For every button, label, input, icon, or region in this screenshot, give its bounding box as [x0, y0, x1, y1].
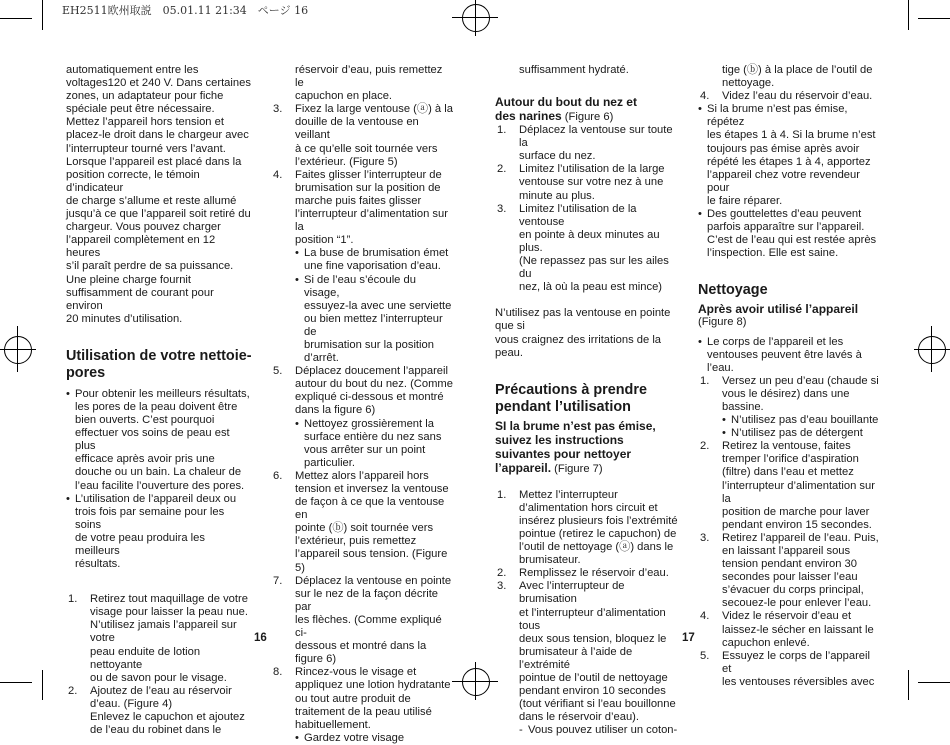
- numbered-step: [495, 203, 678, 295]
- mist-heading-line1: SI la brume n’est pas émise,: [495, 418, 656, 433]
- mist-heading-line3: suivantes pour nettoyer: [495, 446, 632, 461]
- step-line: peau enduite de lotion nettoyante: [90, 645, 201, 671]
- clean-step-1-subs: [698, 414, 880, 440]
- bullet-line: l’eau facilite l’ouverture des pores.: [75, 479, 245, 492]
- step-number: 1.: [497, 124, 507, 137]
- print-header: EH2511欧州取説 05.01.11 21:34 ページ 16: [62, 4, 309, 17]
- bullet-line: efficace après avoir pris une: [75, 453, 215, 466]
- step-line: expliqué ci-dessous et montré: [295, 391, 444, 404]
- step-line: dessous et montré dans la: [295, 640, 427, 653]
- dash-bullet: -: [519, 724, 523, 737]
- bullet-line: effectuer vos soins de peau est plus: [75, 427, 230, 453]
- nose-steps: [495, 124, 678, 294]
- mist-bullets: [698, 103, 880, 260]
- step-line: Videz l’eau du réservoir d’eau.: [722, 90, 873, 103]
- bullet-dot: •: [295, 247, 299, 260]
- step-line: brumisation sur la position de: [295, 181, 441, 194]
- step-line: tremper l’orifice d’aspiration: [722, 453, 859, 466]
- step-4: [271, 169, 453, 248]
- step-line: douille de la ventouse en veillant: [295, 116, 419, 142]
- dash-text: Vous pouvez utiliser un coton-: [528, 724, 678, 737]
- step-line: en laissant l’appareil sous: [722, 545, 851, 557]
- bullet-item: [271, 732, 453, 745]
- text-line: placez-le droit dans le chargeur avec: [66, 129, 249, 142]
- numbered-step: [495, 124, 678, 163]
- bullet-line: Si la brume n’est pas émise, répétez: [707, 103, 848, 129]
- bullet-line: les pores de la peau doivent être: [75, 400, 238, 413]
- step-number: 4.: [273, 168, 283, 181]
- step-line: vous le désirez) dans une bassine.: [722, 387, 850, 413]
- step-line: dans le réservoir d’eau).: [519, 711, 640, 724]
- step-number: 7.: [273, 574, 283, 587]
- step-line: Faites glisser l’interrupteur de: [295, 168, 442, 181]
- bullet-line: C’est de l’eau qui est restée après: [707, 234, 877, 247]
- step-line: les flèches. (Comme expliqué ci-: [295, 613, 442, 640]
- bullet-line: l’inspection. Elle est saine.: [707, 247, 839, 260]
- text-line: suffisamment de courant pour environ: [66, 286, 214, 312]
- step-line: s’évacuer du corps principal,: [722, 584, 864, 597]
- step-4-bullets: [271, 247, 453, 365]
- step-8: [271, 666, 453, 731]
- step-line: deux sous tension, bloquez le: [519, 632, 667, 645]
- column-4: [698, 64, 880, 689]
- step-line: Fixez la large ventouse (ⓐ) à la: [295, 103, 453, 116]
- bullet-line: brumisation sur la position: [304, 338, 434, 351]
- step-4-empty: [698, 90, 880, 103]
- bullet-dot: •: [66, 492, 70, 505]
- step-line: visage pour laisser la peau nue.: [90, 606, 248, 619]
- bullet-line: particulier.: [304, 456, 355, 469]
- bullet-line: Nettoyez grossièrement la: [304, 417, 434, 430]
- numbered-step: [698, 90, 880, 103]
- bullet-line: les étapes 1 à 4. Si la brume n’est: [707, 129, 876, 142]
- section-heading-precautions: [495, 382, 678, 416]
- bullet-line: l’appareil chez votre revendeur pour: [707, 168, 860, 194]
- step-line: ou de savon pour le visage.: [90, 671, 227, 684]
- bullet-line: le faire réparer.: [707, 194, 783, 207]
- clean-steps: [698, 440, 880, 689]
- bullet-line: bien ouverts. C’est pourquoi: [75, 414, 215, 427]
- step-line: l’interrupteur d’alimentation sur la: [722, 479, 875, 505]
- step-line: dans la figure 6): [295, 404, 376, 417]
- step-line: Déplacez la ventouse sur toute la: [519, 124, 673, 150]
- step-6: [271, 470, 453, 575]
- bullet-item: [66, 493, 252, 572]
- step-line: sur le nez de la façon décrite par: [295, 587, 439, 613]
- step-line: pendant environ 10 secondes: [519, 685, 666, 698]
- numbered-step: [495, 567, 678, 580]
- bullet-dot: •: [295, 731, 299, 744]
- step-number: 1.: [497, 488, 507, 501]
- step-8-bullets: [271, 732, 453, 745]
- numbered-step: [271, 169, 453, 248]
- step-number: 3.: [497, 202, 507, 215]
- bullet-item: [698, 208, 880, 260]
- step-number: 2.: [700, 440, 710, 453]
- text-line: l’interrupteur tourné vers l’avant.: [66, 142, 226, 155]
- step-number: 8.: [273, 666, 283, 679]
- section-heading-nose: [495, 95, 678, 124]
- text-line: tige (ⓑ) à la place de l’outil de: [722, 64, 873, 76]
- text-line: Une pleine charge fournit: [66, 273, 192, 286]
- text-line: réservoir d’eau, puis remettez le: [295, 64, 443, 90]
- step-line: Retirez la ventouse, faites: [722, 440, 851, 453]
- text-line: s’il paraît perdre de sa puissance.: [66, 260, 234, 273]
- step-line: de l’eau du robinet dans le: [90, 724, 222, 737]
- text-line: pores: [66, 364, 106, 381]
- step-line: (Ne repassez pas sur les ailes du: [519, 255, 669, 281]
- text-line: l’appareil complètement en 12 heures: [66, 234, 216, 260]
- bullet-line: L’utilisation de l’appareil deux ou: [75, 492, 237, 505]
- text-line: zones, un adaptateur pour fiche: [66, 90, 224, 103]
- step-line: d’alimentation hors circuit et: [519, 501, 658, 514]
- cotton-swab-note: [495, 724, 678, 737]
- section-heading-cleaning: Nettoyage: [698, 282, 768, 299]
- step-line: habituellement.: [295, 718, 371, 731]
- step-line: d’eau. (Figure 4): [90, 697, 173, 710]
- bullet-line: ventouses peuvent être lavés à l’eau.: [707, 348, 862, 374]
- step-line: marche puis faites glisser: [295, 194, 422, 207]
- text-line: N’utilisez pas la ventouse en pointe que si: [495, 307, 671, 333]
- numbered-step: [495, 580, 678, 724]
- step2-continued: [271, 64, 453, 103]
- step-line: secouez-le pour enlever l’eau.: [722, 597, 872, 610]
- column-3: [495, 64, 678, 737]
- step-line: ou tout autre produit de: [295, 692, 411, 705]
- text-line: 20 minutes d’utilisation.: [66, 312, 183, 325]
- step-line: tension et inversez la ventouse: [295, 483, 449, 495]
- step3-continued: [698, 64, 880, 90]
- column-2: [271, 64, 453, 745]
- text-line: de charge s’allume et reste allumé: [66, 194, 237, 207]
- numbered-step: [495, 163, 678, 202]
- subheading-after-use: Après avoir utilisé l’appareil: [698, 302, 859, 317]
- numbered-step: [271, 575, 453, 667]
- nose-heading-figure: (Figure 6): [561, 111, 614, 124]
- step-line: brumisateur à l’aide de l’extrémité: [519, 645, 633, 671]
- bullet-line: Des gouttelettes d’eau peuvent: [707, 208, 862, 221]
- bullet-dot: •: [295, 417, 299, 430]
- bullet-dot: •: [698, 103, 702, 116]
- bullet-line: vous arrêter sur un point: [304, 443, 426, 456]
- step-line: (tout vérifiant si l’eau bouillonne: [519, 698, 676, 711]
- bullet-dot: •: [722, 414, 726, 427]
- numbered-step: [271, 365, 453, 417]
- step-number: 5.: [273, 365, 283, 378]
- step-line: position “1”.: [295, 234, 354, 247]
- step-7: [271, 575, 453, 667]
- step-line: minute au plus.: [519, 189, 595, 202]
- intro-text: [66, 64, 252, 326]
- page-number-left: 16: [254, 632, 267, 644]
- text-line: nettoyage.: [722, 77, 775, 90]
- step-number: 3.: [273, 103, 283, 116]
- step-line: Mettez l’interrupteur: [519, 488, 618, 501]
- bullet-line: Le corps de l’appareil et les: [707, 335, 844, 348]
- numbered-step: [698, 375, 880, 414]
- section-heading-usage: [66, 348, 252, 382]
- bullet-line: Si de l’eau s’écoule du visage,: [304, 273, 416, 299]
- step8-continued: [495, 64, 678, 77]
- step-5: [271, 365, 453, 417]
- step-line: l’outil de nettoyage (ⓐ) dans le: [519, 541, 674, 554]
- bullet-line: douche ou un bain. La chaleur de: [75, 466, 242, 479]
- step-line: Versez un peu d’eau (chaude si: [722, 374, 879, 387]
- step-line: insérez plusieurs fois l’extrémité: [519, 514, 678, 527]
- bullet-line: N’utilisez pas de détergent: [731, 427, 863, 440]
- bullet-dot: •: [66, 387, 70, 400]
- step-number: 5.: [700, 649, 710, 662]
- text-line: suffisamment hydraté.: [519, 64, 629, 76]
- text-line: automatiquement entre les: [66, 64, 199, 76]
- step-line: Ajoutez de l’eau au réservoir: [90, 684, 232, 697]
- bullet-item: [698, 103, 880, 208]
- step-line: en pointe à deux minutes au plus.: [519, 228, 660, 254]
- step-number: 4.: [700, 610, 710, 623]
- step-line: à ce qu’elle soit tournée vers: [295, 142, 438, 155]
- column-1: [66, 64, 252, 737]
- step-line: Remplissez le réservoir d’eau.: [519, 567, 669, 580]
- text-line: Précautions à prendre: [495, 381, 647, 398]
- bullet-line: ou bien mettez l’interrupteur de: [304, 312, 443, 338]
- step-line: appliquez une lotion hydratante: [295, 679, 451, 692]
- numbered-step: [66, 593, 252, 685]
- bullet-item: [271, 418, 453, 470]
- text-line: jusqu’à ce que l’appareil soit retiré du: [66, 208, 251, 221]
- nose-heading-line2: des narines: [495, 109, 562, 124]
- step-number: 2.: [68, 684, 78, 697]
- bullet-dot: •: [698, 208, 702, 221]
- step-line: ventouse sur votre nez à une: [519, 176, 664, 189]
- step-line: N’utilisez jamais l’appareil sur votre: [90, 619, 237, 645]
- step-line: capuchon enlevé.: [722, 636, 810, 649]
- bullet-line: résultats.: [75, 558, 121, 571]
- bullet-line: Gardez votre visage: [304, 731, 405, 744]
- usage-steps: [66, 593, 252, 737]
- mist-heading-figure: (Figure 7): [551, 462, 603, 475]
- text-line: vous craignez des irritations de la: [495, 333, 662, 346]
- pointed-cup-note: [495, 307, 678, 359]
- numbered-step: [698, 650, 880, 689]
- text-line: spéciale peut être nécessaire.: [66, 103, 215, 116]
- step-line: l’interrupteur d’alimentation sur la: [295, 208, 448, 234]
- bullet-line: trois fois par semaine pour les soins: [75, 505, 225, 531]
- text-line: position correcte, le témoin d’indicateur: [66, 168, 200, 194]
- text-line: Lorsque l’appareil est placé dans la: [66, 155, 242, 168]
- usage-bullets: [66, 388, 252, 571]
- step-line: pointe (ⓑ) soit tournée vers: [295, 522, 434, 535]
- numbered-step: [698, 440, 880, 532]
- step-line: Limitez l’utilisation de la large: [519, 163, 665, 176]
- step-line: laissez-le sécher en laissant le: [722, 623, 874, 636]
- step-line: figure 6): [295, 653, 337, 666]
- bullet-item: [271, 274, 453, 366]
- step-number: 6.: [273, 469, 283, 482]
- step-line: Limitez l’utilisation de la ventouse: [519, 202, 637, 228]
- numbered-step: [271, 470, 453, 575]
- text-line: pendant l’utilisation: [495, 398, 631, 415]
- step-line: Déplacez doucement l’appareil: [295, 365, 448, 378]
- step-line: Déplacez la ventouse en pointe: [295, 574, 452, 587]
- step-number: 2.: [497, 163, 507, 176]
- bullet-dot: •: [722, 427, 726, 440]
- mist-heading-line2: suivez les instructions: [495, 432, 624, 447]
- bullet-item: [698, 414, 880, 427]
- mist-heading-line4: l’appareil.: [495, 460, 552, 475]
- after-use-figure: (Figure 8): [698, 316, 747, 329]
- step-line: pointue de l’outil de nettoyage: [519, 672, 668, 684]
- step-5-bullets: [271, 418, 453, 470]
- bullet-line: surface entière du nez sans: [304, 430, 442, 443]
- numbered-step: [271, 666, 453, 731]
- bullet-line: Pour obtenir les meilleurs résultats,: [75, 387, 250, 400]
- step-3: [271, 103, 453, 168]
- text-line: peau.: [495, 346, 523, 359]
- numbered-step: [271, 103, 453, 168]
- text-line: capuchon en place.: [295, 90, 393, 103]
- bullet-dot: •: [698, 335, 702, 348]
- step-line: Videz le réservoir d’eau et: [722, 610, 852, 623]
- step-line: les ventouses réversibles avec: [722, 675, 875, 688]
- step-line: Essuyez le corps de l’appareil et: [722, 649, 870, 675]
- step-line: et l’interrupteur d’alimentation tous: [519, 606, 666, 632]
- step-line: Retirez l’appareil de l’eau. Puis,: [722, 531, 879, 544]
- step-line: nez, là où la peau est mince): [519, 281, 663, 294]
- mist-steps: [495, 489, 678, 725]
- section-heading-mist: [495, 419, 678, 476]
- step-line: secondes pour laisser l’eau: [722, 571, 858, 584]
- text-line: Utilisation de votre nettoie-: [66, 347, 252, 364]
- page-number-right: 17: [682, 632, 695, 644]
- bullet-dot: •: [295, 273, 299, 286]
- step-number: 3.: [700, 531, 710, 544]
- step-number: 1.: [700, 374, 710, 387]
- step-line: l’extérieur, puis remettez: [295, 535, 417, 548]
- nose-heading-line1: Autour du bout du nez et: [495, 95, 637, 110]
- step-number: 2.: [497, 567, 507, 580]
- bullet-line: parfois apparaître sur l’appareil.: [707, 221, 865, 234]
- step-line: pendant environ 15 secondes.: [722, 518, 872, 531]
- bullet-line: essuyez-la avec une serviette: [304, 299, 452, 312]
- bullet-line: La buse de brumisation émet: [304, 247, 449, 260]
- step-line: Rincez-vous le visage et: [295, 666, 417, 679]
- step-line: Retirez tout maquillage de votre: [90, 593, 248, 606]
- step-number: 3.: [497, 580, 507, 593]
- step-line: Enlevez le capuchon et ajoutez: [90, 711, 245, 724]
- step-line: surface du nez.: [519, 150, 596, 163]
- bullet-line: une fine vaporisation d’eau.: [304, 260, 441, 273]
- step-line: Mettez alors l’appareil hors: [295, 469, 429, 482]
- numbered-step: [66, 685, 252, 737]
- step-line: autour du bout du nez. (Comme: [295, 378, 453, 391]
- step-line: (filtre) dans l’eau et mettez: [722, 466, 854, 479]
- text-line: chargeur. Vous pouvez charger: [66, 221, 221, 234]
- bullet-line: toujours pas émise après avoir: [707, 142, 860, 155]
- step-line: traitement de la peau utilisé: [295, 705, 432, 718]
- step-line: Avec l’interrupteur de brumisation: [519, 580, 625, 606]
- numbered-step: [698, 610, 880, 649]
- bullet-line: N’utilisez pas d’eau bouillante: [731, 414, 879, 427]
- bullet-item: [271, 247, 453, 273]
- step-number: 4.: [700, 90, 710, 103]
- numbered-step: [495, 489, 678, 568]
- text-line: voltages120 et 240 V. Dans certaines: [66, 77, 251, 90]
- step-line: position de marche pour laver: [722, 505, 870, 518]
- step-line: de façon à ce que la ventouse en: [295, 496, 445, 522]
- step-line: l’appareil sous tension. (Figure 5): [295, 548, 448, 574]
- clean-bullets: [698, 336, 880, 375]
- bullet-line: répété les étapes 1 à 4, apportez: [707, 155, 871, 168]
- step-number: 1.: [68, 593, 78, 606]
- bullet-line: de votre peau produira les meilleurs: [75, 531, 205, 557]
- clean-step-1: [698, 375, 880, 414]
- bullet-item: [698, 427, 880, 440]
- bullet-item: [66, 388, 252, 493]
- numbered-step: [698, 532, 880, 611]
- step-line: brumisateur.: [519, 554, 581, 567]
- step-line: pointue (retirez le capuchon) de: [519, 527, 677, 540]
- step-line: l’extérieur. (Figure 5): [295, 155, 398, 168]
- step-line: tension pendant environ 30: [722, 558, 857, 571]
- bullet-item: [698, 336, 880, 375]
- bullet-line: d’arrêt.: [304, 352, 339, 365]
- text-line: Mettez l’appareil hors tension et: [66, 116, 224, 129]
